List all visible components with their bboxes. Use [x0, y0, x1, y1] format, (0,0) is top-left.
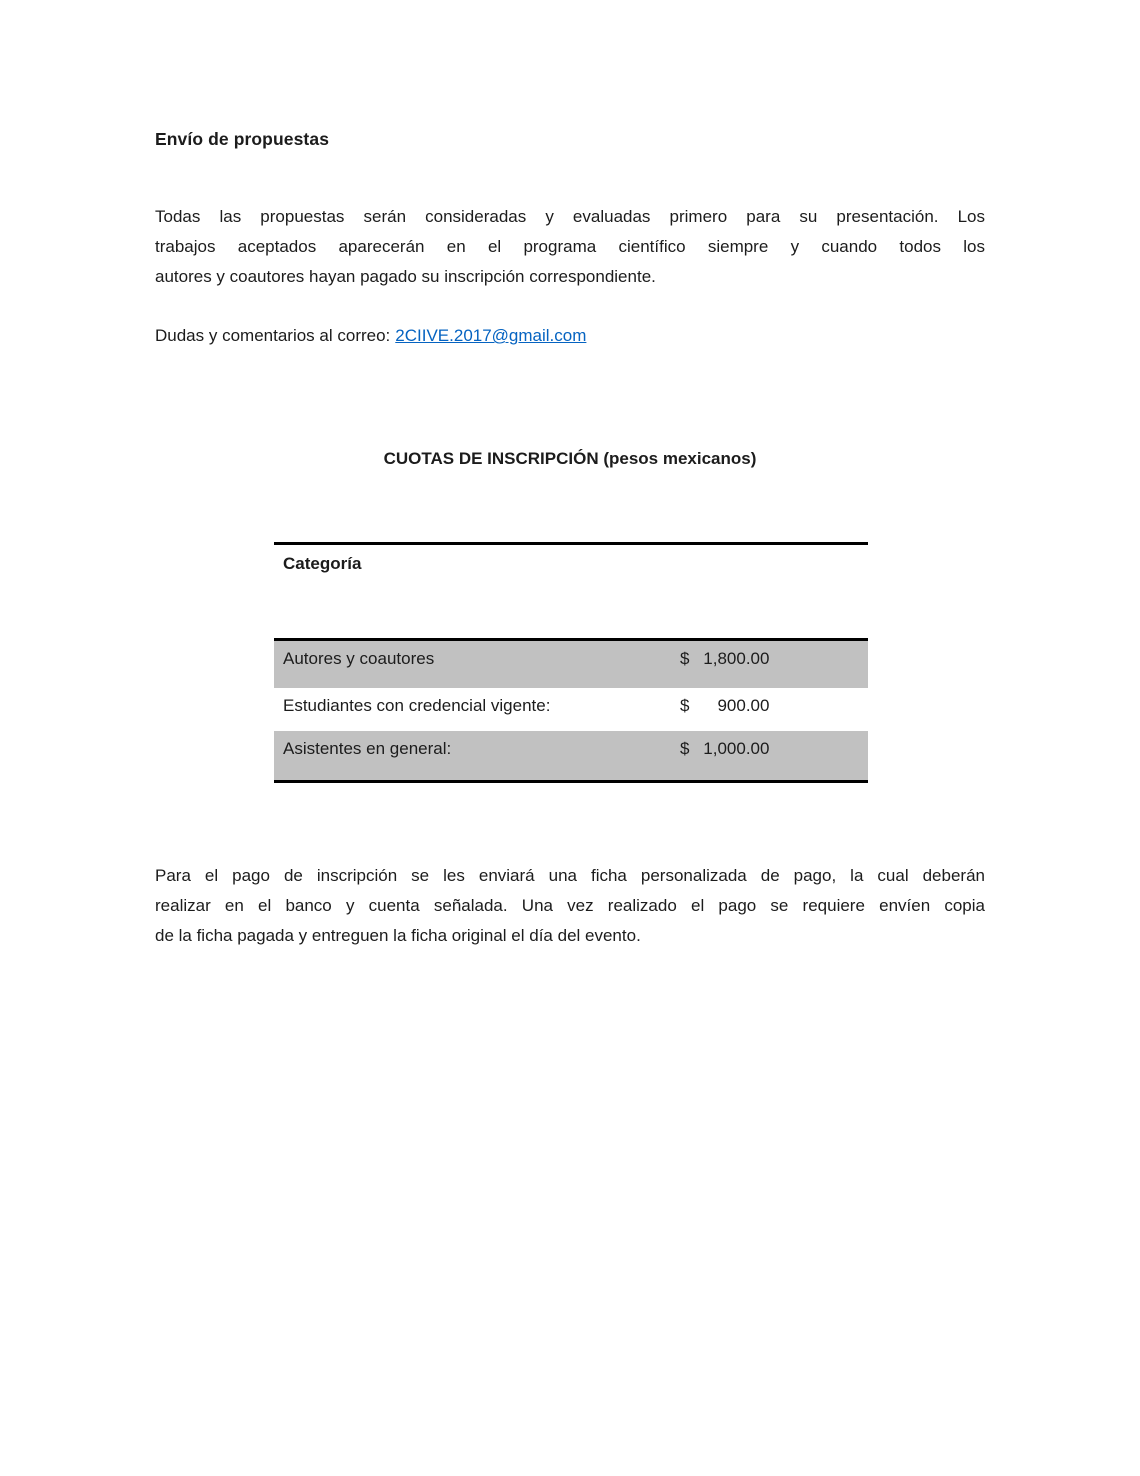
fees-table [274, 542, 868, 783]
contact-text: Dudas y comentarios al correo: [155, 326, 391, 345]
table-header-categoria: Categoría [274, 545, 868, 641]
paragraph-line: trabajos aceptados aparecerán en el programa científico siempre y cuando todos los [155, 237, 985, 256]
row-category: Estudiantes con credencial vigente: [283, 696, 551, 715]
fees-title: CUOTAS DE INSCRIPCIÓN (pesos mexicanos) [383, 449, 757, 468]
table-row-asistentes [274, 731, 868, 780]
row-currency-symbol: $ [680, 696, 690, 715]
table-row-estudiantes [274, 688, 868, 731]
intro-paragraph [155, 202, 985, 292]
paragraph-line: Para el pago de inscripción se les enviará una ficha personalizada de pago, la cual deberán [155, 866, 985, 885]
paragraph-line: autores y coautores hayan pagado su inscripción correspondiente. [155, 267, 656, 286]
row-amount: 1,800.00 [703, 649, 770, 668]
row-amount: 1,000.00 [703, 739, 770, 758]
payment-paragraph [155, 861, 985, 951]
row-currency-symbol: $ [680, 649, 690, 668]
row-currency-symbol: $ [680, 739, 690, 758]
paragraph-line: realizar en el banco y cuenta señalada. Una vez realizado el pago se requiere envíen copia [155, 896, 985, 915]
section-heading: Envío de propuestas [155, 129, 330, 149]
row-amount: 900.00 [717, 696, 770, 715]
paragraph-line: de la ficha pagada y entreguen la ficha original el día del evento. [155, 926, 641, 945]
contact-line [155, 321, 586, 351]
email-link[interactable]: 2CIIVE.2017@gmail.com [395, 326, 587, 345]
table-row-autores [274, 641, 868, 688]
paragraph-line: Todas las propuestas serán consideradas y evaluadas primero para su presentación. Los [155, 207, 985, 226]
row-category: Autores y coautores [283, 649, 435, 668]
row-category: Asistentes en general: [283, 739, 452, 758]
